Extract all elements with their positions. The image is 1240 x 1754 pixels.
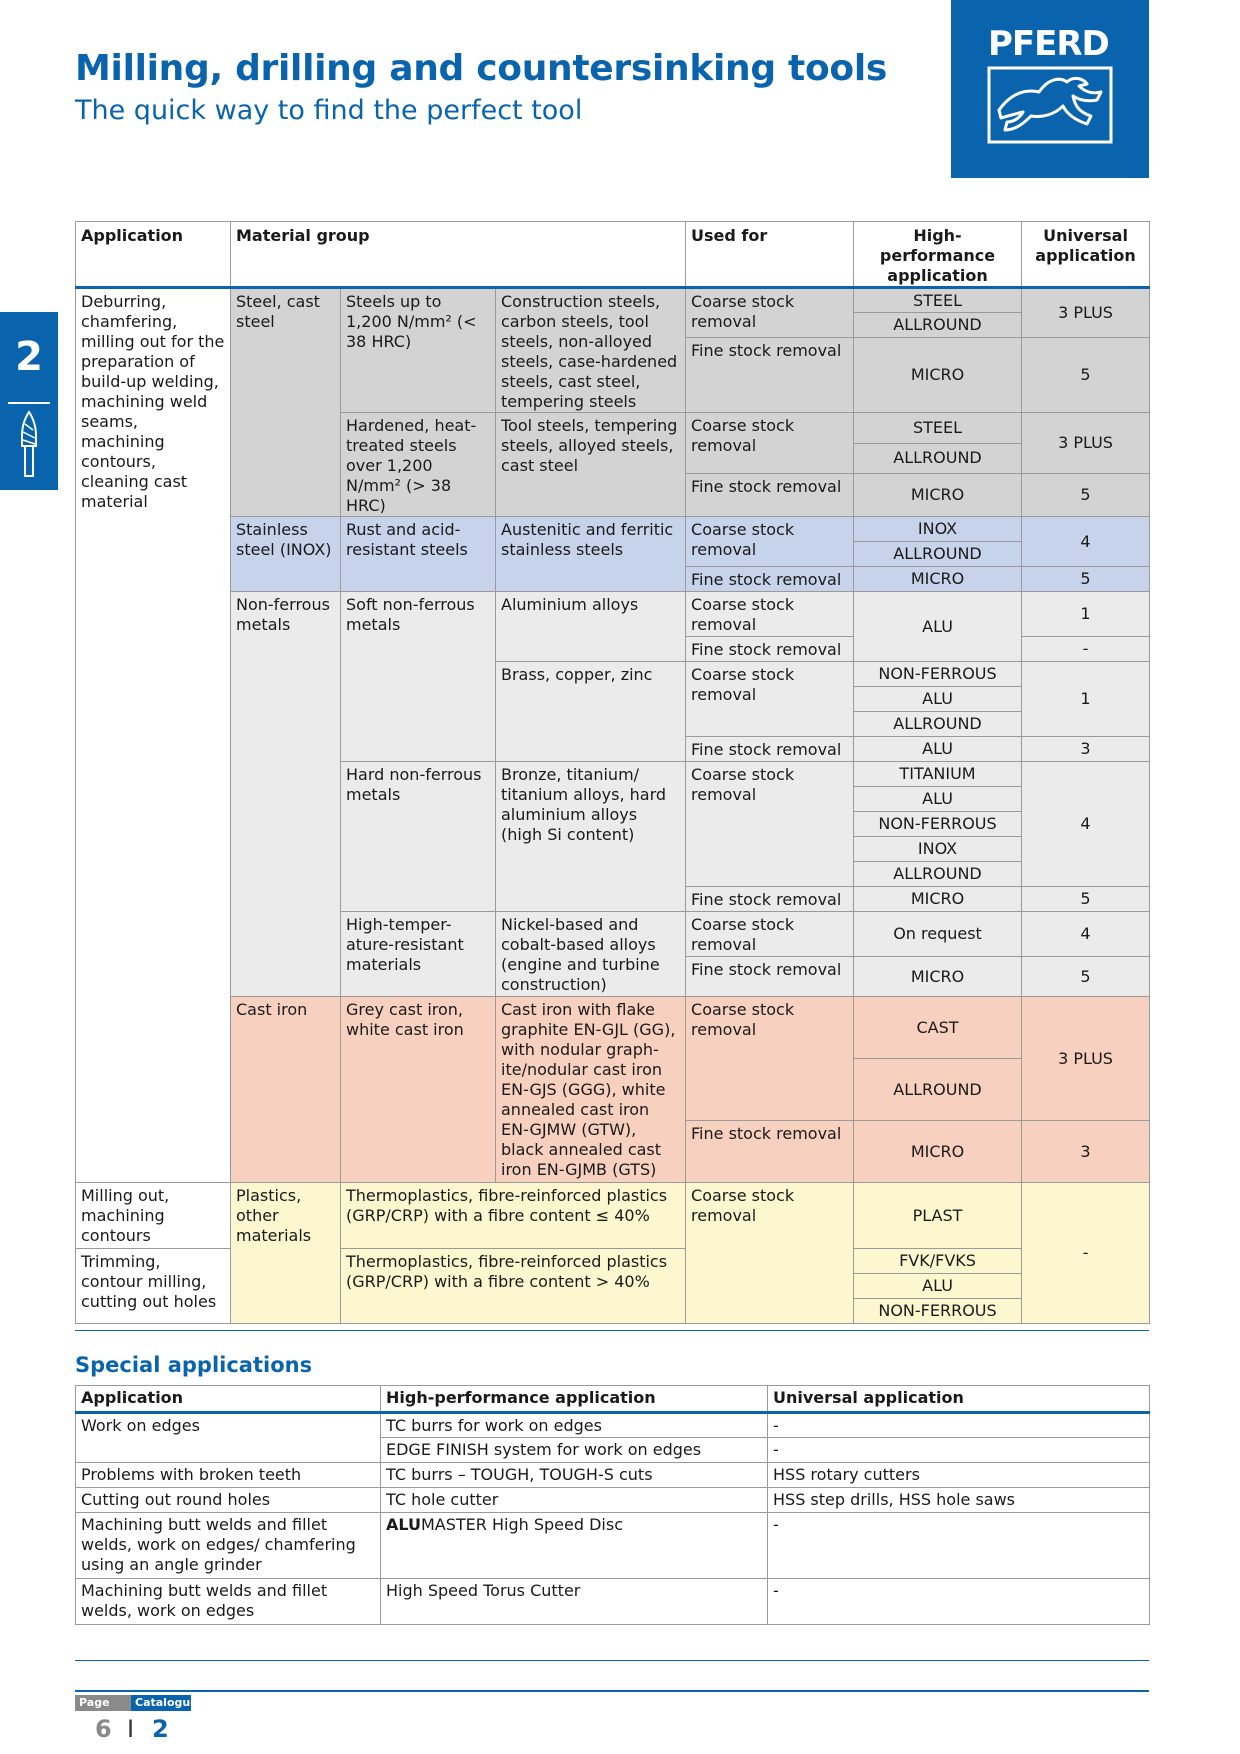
catalogue-label: Catalogue (131, 1695, 191, 1711)
hp-allround: ALLROUND (854, 443, 1022, 474)
uni-4: 4 (1022, 517, 1150, 567)
subgroup-high-temperature: High-temper-ature-resistant materials (341, 912, 496, 997)
page-subtitle: The quick way to find the perfect tool (75, 95, 583, 126)
special-high-performance: TC burrs – TOUGH, TOUGH-S cuts (381, 1463, 768, 1488)
hp-non-ferrous: NON-FERROUS (854, 812, 1022, 837)
hp-steel: STEEL (854, 413, 1022, 444)
application-deburring: Deburring, chamfering, milling out for the preparation of build-up welding, machining weld seams, machining contours, cleaning cast material (76, 288, 231, 1183)
tab-divider (8, 402, 50, 404)
subgroup-soft-non-ferrous: Soft non-ferrous metals (341, 592, 496, 762)
hp-allround: ALLROUND (854, 542, 1022, 567)
hp-alu: ALU (854, 687, 1022, 712)
hp-alu: ALU (854, 787, 1022, 812)
special-header-application: Application (76, 1386, 381, 1413)
hp-micro: MICRO (854, 338, 1022, 413)
hp-on-request: On request (854, 912, 1022, 957)
hp-titanium: TITANIUM (854, 762, 1022, 787)
uni-3: 3 (1022, 1121, 1150, 1183)
used-coarse: Coarse stock removal (686, 997, 854, 1121)
used-fine: Fine stock removal (686, 1121, 854, 1183)
uni-5: 5 (1022, 957, 1150, 997)
group-plastics: Plastics, other materials (231, 1183, 341, 1324)
used-fine: Fine stock removal (686, 338, 854, 413)
hp-fvk-fvks: FVK/FVKS (854, 1249, 1022, 1274)
special-high-performance: High Speed Torus Cutter (381, 1579, 768, 1625)
special-header-row (76, 1386, 1150, 1413)
special-application: Work on edges (76, 1413, 381, 1463)
material-bronze-titanium: Bronze, titanium/ titanium alloys, hard aluminium alloys (high Si content) (496, 762, 686, 912)
used-coarse: Coarse stock removal (686, 288, 854, 338)
table-row (76, 1488, 1150, 1513)
page-title: Milling, drilling and countersinking tools (75, 48, 887, 89)
uni-5: 5 (1022, 338, 1150, 413)
uni-4: 4 (1022, 912, 1150, 957)
uni-5: 5 (1022, 887, 1150, 912)
hp-cast: CAST (854, 997, 1022, 1059)
hp-micro: MICRO (854, 957, 1022, 997)
subgroup-rust-acid-resistant: Rust and acid-resistant steels (341, 517, 496, 592)
special-application: Problems with broken teeth (76, 1463, 381, 1488)
hp-micro: MICRO (854, 474, 1022, 517)
section-divider (75, 1660, 1149, 1661)
alumaster-bold: ALU (386, 1515, 421, 1534)
material-aluminium-alloys: Aluminium alloys (496, 592, 686, 662)
material-selection-table (75, 221, 1150, 1324)
hp-allround: ALLROUND (854, 1059, 1022, 1121)
special-universal: HSS step drills, HSS hole saws (768, 1488, 1150, 1513)
uni-dash: - (1022, 1183, 1150, 1324)
hp-non-ferrous: NON-FERROUS (854, 662, 1022, 687)
material-nickel-cobalt: Nickel-based and cobalt-based alloys (engine and turbine construction) (496, 912, 686, 997)
horse-logo-icon (987, 66, 1113, 144)
header-high-performance: High-performance application (854, 222, 1022, 288)
used-coarse: Coarse stock removal (686, 413, 854, 474)
used-fine: Fine stock removal (686, 474, 854, 517)
header-used-for: Used for (686, 222, 854, 288)
subgroup-steels-up-to-1200: Steels up to 1,200 N/mm² (< 38 HRC) (341, 288, 496, 413)
special-header-high-performance: High-performance application (381, 1386, 768, 1413)
uni-3-plus: 3 PLUS (1022, 288, 1150, 338)
uni-3-plus: 3 PLUS (1022, 997, 1150, 1121)
used-fine: Fine stock removal (686, 737, 854, 762)
hp-allround: ALLROUND (854, 862, 1022, 887)
material-construction-steels: Construction steels, carbon steels, tool steels, non-alloyed steels, case-hardened steels, cast steel, tempering steels (496, 288, 686, 413)
special-header-universal: Universal application (768, 1386, 1150, 1413)
used-fine: Fine stock removal (686, 957, 854, 997)
subgroup-grey-white-cast-iron: Grey cast iron, white cast iron (341, 997, 496, 1183)
application-trimming: Trimming, contour milling, cutting out holes (76, 1249, 231, 1324)
group-non-ferrous: Non-ferrous metals (231, 592, 341, 997)
subgroup-thermoplastics-le-40: Thermoplastics, fibre-reinforced plastics (GRP/CRP) with a fibre content ≤ 40% (341, 1183, 686, 1249)
special-high-performance: TC hole cutter (381, 1488, 768, 1513)
hp-micro: MICRO (854, 1121, 1022, 1183)
group-cast-iron: Cast iron (231, 997, 341, 1183)
used-coarse: Coarse stock removal (686, 1183, 854, 1324)
catalogue-number: 2 (152, 1715, 169, 1743)
special-universal: - (768, 1579, 1150, 1625)
material-tool-steels: Tool steels, tempering steels, alloyed steels, cast steel (496, 413, 686, 517)
pferd-logo (951, 0, 1149, 178)
table-row (76, 1413, 1150, 1438)
used-fine: Fine stock removal (686, 567, 854, 592)
hp-inox: INOX (854, 517, 1022, 542)
application-milling-out: Milling out, machining contours (76, 1183, 231, 1249)
uni-5: 5 (1022, 474, 1150, 517)
special-universal: - (768, 1438, 1150, 1463)
uni-5: 5 (1022, 567, 1150, 592)
used-coarse: Coarse stock removal (686, 912, 854, 957)
uni-dash: - (1022, 637, 1150, 662)
header-universal: Universal application (1022, 222, 1150, 288)
special-application: Cutting out round holes (76, 1488, 381, 1513)
subgroup-thermoplastics-gt-40: Thermoplastics, fibre-reinforced plastics (GRP/CRP) with a fibre content > 40% (341, 1249, 686, 1324)
table-header-row (76, 222, 1150, 288)
used-coarse: Coarse stock removal (686, 762, 854, 887)
material-cast-iron-flake-graphite: Cast iron with flake graphite EN-GJL (GG), with nodular graph-ite/nodular cast iron EN-GJS (GGG), white annealed cast iron EN-GJMW (GTW), black annealed cast iron EN-GJMB (GTS) (496, 997, 686, 1183)
special-universal: HSS rotary cutters (768, 1463, 1150, 1488)
footer-divider (75, 1690, 1149, 1692)
hp-micro: MICRO (854, 887, 1022, 912)
table-row (76, 1463, 1150, 1488)
burr-tool-icon (18, 410, 40, 478)
group-stainless-steel: Stainless steel (INOX) (231, 517, 341, 592)
page-number: 6 (95, 1715, 112, 1743)
hp-allround: ALLROUND (854, 712, 1022, 737)
special-high-performance: EDGE FINISH system for work on edges (381, 1438, 768, 1463)
header-material-group: Material group (231, 222, 686, 288)
hp-inox: INOX (854, 837, 1022, 862)
uni-1: 1 (1022, 662, 1150, 737)
alumaster-rest: MASTER High Speed Disc (421, 1515, 623, 1534)
hp-alu: ALU (854, 737, 1022, 762)
chapter-number: 2 (15, 334, 43, 380)
material-austenitic-ferritic: Austenitic and ferritic stainless steels (496, 517, 686, 592)
hp-non-ferrous: NON-FERROUS (854, 1299, 1022, 1324)
hp-alu: ALU (854, 592, 1022, 662)
used-fine: Fine stock removal (686, 887, 854, 912)
chapter-tab (0, 312, 58, 490)
hp-alu: ALU (854, 1274, 1022, 1299)
section-divider (75, 1330, 1149, 1331)
special-high-performance (381, 1513, 768, 1579)
used-coarse: Coarse stock removal (686, 592, 854, 637)
special-application: Machining butt welds and fillet welds, work on edges/ chamfering using an angle grinder (76, 1513, 381, 1579)
uni-1: 1 (1022, 592, 1150, 637)
page-label: Page (75, 1695, 131, 1711)
used-coarse: Coarse stock removal (686, 662, 854, 737)
logo-text: PFERD (988, 24, 1109, 64)
group-steel: Steel, cast steel (231, 288, 341, 517)
special-applications-title: Special applications (75, 1353, 313, 1377)
hp-plast: PLAST (854, 1183, 1022, 1249)
used-coarse: Coarse stock removal (686, 517, 854, 567)
hp-allround: ALLROUND (854, 313, 1022, 338)
footer-separator: I (127, 1715, 135, 1743)
special-universal: - (768, 1513, 1150, 1579)
subgroup-hard-non-ferrous: Hard non-ferrous metals (341, 762, 496, 912)
uni-4: 4 (1022, 762, 1150, 887)
uni-3-plus: 3 PLUS (1022, 413, 1150, 474)
hp-micro: MICRO (854, 567, 1022, 592)
uni-3: 3 (1022, 737, 1150, 762)
material-brass-copper-zinc: Brass, copper, zinc (496, 662, 686, 762)
special-application: Machining butt welds and fillet welds, work on edges (76, 1579, 381, 1625)
used-fine: Fine stock removal (686, 637, 854, 662)
subgroup-hardened-steels: Hardened, heat-treated steels over 1,200 N/mm² (> 38 HRC) (341, 413, 496, 517)
special-applications-table (75, 1385, 1150, 1625)
header-application: Application (76, 222, 231, 288)
hp-steel: STEEL (854, 288, 1022, 313)
special-high-performance: TC burrs for work on edges (381, 1413, 768, 1438)
table-row (76, 1513, 1150, 1579)
special-universal: - (768, 1413, 1150, 1438)
table-row (76, 1579, 1150, 1625)
